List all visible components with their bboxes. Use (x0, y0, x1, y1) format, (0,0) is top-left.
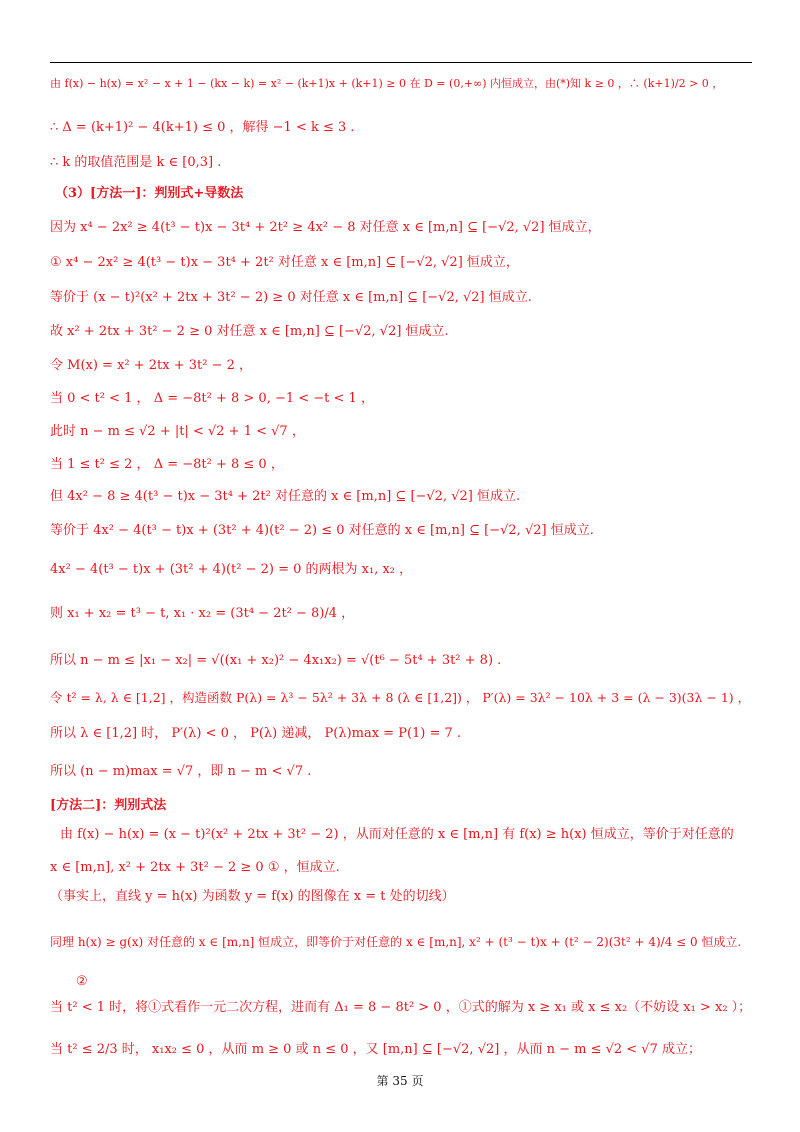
text-line: 故 x² + 2tx + 3t² − 2 ≥ 0 对任意 x ∈ [m,n] ⊆ [−√2, √2] 恒成立. (50, 324, 449, 339)
text-line: 但 4x² − 8 ≥ 4(t³ − t)x − 3t⁴ + 2t² 对任意的 x ∈ [m,n] ⊆ [−√2, √2] 恒成立. (50, 489, 521, 504)
text-line: ② (76, 974, 88, 989)
text-line: 令 M(x) = x² + 2tx + 3t² − 2 ， (50, 358, 253, 373)
text-line: 当 t² < 1 时，将①式看作一元二次方程，进而有 Δ₁ = 8 − 8t² > 0 ，①式的解为 x ≥ x₁ 或 x ≤ x₂（不妨设 x₁ > x₂ ）； (50, 1000, 752, 1015)
text-line: 由 f(x) − h(x) = (x − t)²(x² + 2tx + 3t² − 2) ，从而对任意的 x ∈ [m,n] 有 f(x) ≥ h(x) 恒成立，等价于对任意的 (60, 827, 734, 842)
text-line: ∴ k 的取值范围是 k ∈ [0,3] . (50, 155, 222, 170)
text-line: 所以 n − m ≤ |x₁ − x₂| = √((x₁ + x₂)² − 4x₁x₂) = √(t⁶ − 5t⁴ + 3t² + 8) . (50, 653, 502, 668)
text-line: ① x⁴ − 2x² ≥ 4(t³ − t)x − 3t⁴ + 2t² 对任意 x ∈ [m,n] ⊆ [−√2, √2] 恒成立， (50, 255, 519, 270)
text-line: 则 x₁ + x₂ = t³ − t, x₁ · x₂ = (3t⁴ − 2t² − 8)/4 ， (50, 606, 355, 621)
text-line: 令 t² = λ, λ ∈ [1,2] ，构造函数 P(λ) = λ³ − 5λ² + 3λ + 8 (λ ∈ [1,2]) ， P′(λ) = 3λ² − 10λ + 3 = (λ − 3)(3λ − 1) ， (50, 690, 751, 705)
text-line: 所以 (n − m)max = √7 ，即 n − m < √7 . (50, 764, 312, 779)
text-line: 所以 λ ∈ [1,2] 时， P′(λ) < 0 ， P(λ) 递减， P(λ)max = P(1) = 7 . (50, 726, 462, 741)
text-line: 等价于 4x² − 4(t³ − t)x + (3t² + 4)(t² − 2) ≤ 0 对任意的 x ∈ [m,n] ⊆ [−√2, √2] 恒成立. (50, 523, 594, 538)
text-line: 同理 h(x) ≥ g(x) 对任意的 x ∈ [m,n] 恒成立，即等价于对任意的 x ∈ [m,n], x² + (t³ − t)x + (t² − 2)(3t² + 4)/4 ≤ 0 恒成立. (50, 935, 742, 949)
text-line: 当 0 < t² < 1 ， Δ = −8t² + 8 > 0, −1 < −t < 1 ， (50, 391, 374, 406)
text-line: 当 t² ≤ 2/3 时， x₁x₂ ≤ 0 ，从而 m ≥ 0 或 n ≤ 0 ，又 [m,n] ⊆ [−√2, √2] ，从而 n − m ≤ √2 < √7 成立； (50, 1042, 701, 1057)
text-line: 此时 n − m ≤ √2 + |t| < √2 + 1 < √7 ， (50, 424, 305, 439)
top-rule (50, 62, 752, 63)
text-line: 等价于 (x − t)²(x² + 2tx + 3t² − 2) ≥ 0 对任意 x ∈ [m,n] ⊆ [−√2, √2] 恒成立. (50, 290, 532, 305)
text-line: 当 1 ≤ t² ≤ 2 ， Δ = −8t² + 8 ≤ 0 ， (50, 457, 284, 472)
text-line: 因为 x⁴ − 2x² ≥ 4(t³ − t)x − 3t⁴ + 2t² ≥ 4x² − 8 对任意 x ∈ [m,n] ⊆ [−√2, √2] 恒成立， (50, 220, 601, 235)
text-line: [方法二]：判别式法 (50, 798, 167, 813)
text-line: 4x² − 4(t³ − t)x + (3t² + 4)(t² − 2) = 0 的两根为 x₁, x₂ ， (50, 562, 413, 577)
page-number: 第 35 页 (376, 1074, 424, 1088)
text-line: 由 f(x) − h(x) = x² − x + 1 − (kx − k) = x² − (k+1)x + (k+1) ≥ 0 在 D = (0,+∞) 内恒成立，由(*)知 k ≥ 0 ，∴ (k+1)/2 > 0 ， (50, 77, 724, 90)
text-line: x ∈ [m,n], x² + 2tx + 3t² − 2 ≥ 0 ① ，恒成立. (50, 860, 340, 875)
text-line: （3）[方法一]：判别式+导数法 (55, 186, 244, 201)
text-line: （事实上，直线 y = h(x) 为函数 y = f(x) 的图像在 x = t 处的切线） (50, 889, 455, 904)
text-line: ∴ Δ = (k+1)² − 4(k+1) ≤ 0 ，解得 −1 < k ≤ 3 . (50, 120, 355, 135)
